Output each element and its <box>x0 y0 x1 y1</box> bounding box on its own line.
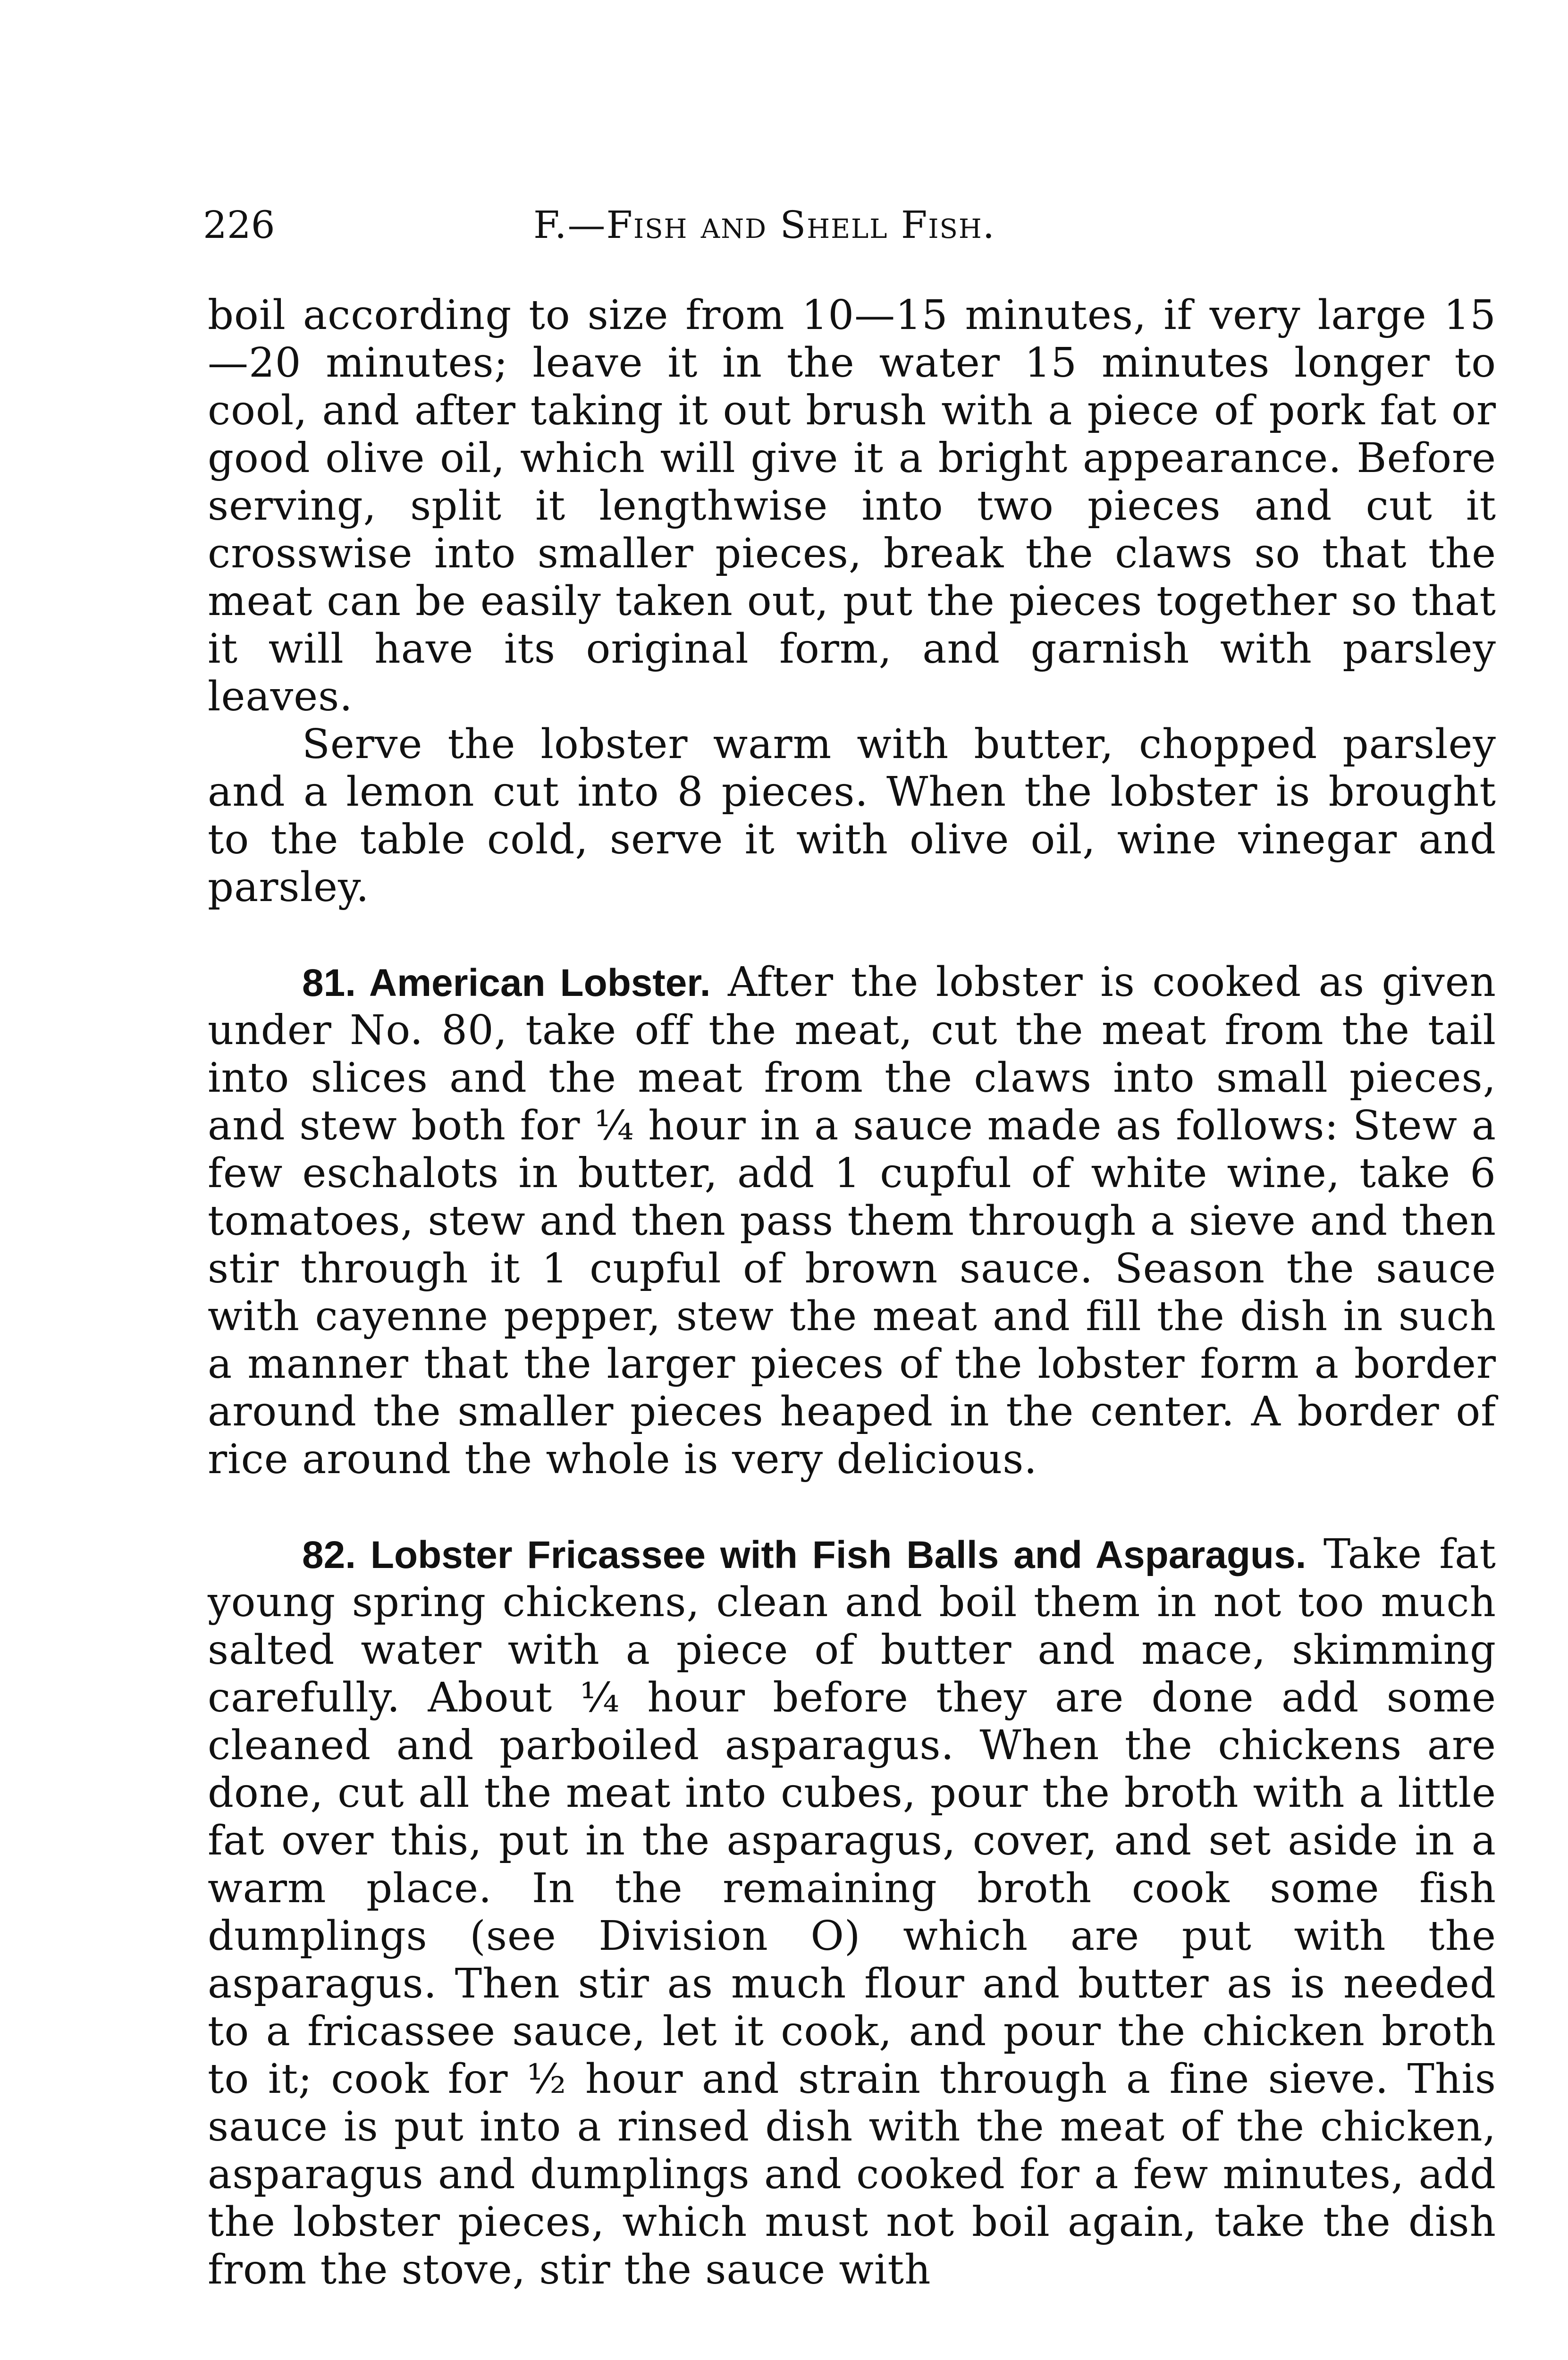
recipe-82-body: Take fat young spring chickens, clean and boil them in not too much salted water with a piece of butter and mace, skimming carefully. About ¼ hour before they are done add some cleaned and parboiled asparagus. When the chickens are done, cut all the meat into cubes, pour the broth with a little fat over this, put in the asparagus, cover, and set aside in a warm place. In the remaining broth cook some fish dumplings (see Division O) which are put with the asparagus. Then stir as much flour and butter as is needed to a fricassee sauce, let it cook, and pour the chicken broth to it; cook for ½ hour and strain through a fine sieve. This sauce is put into a rinsed dish with the meat of the chicken, asparagus and dumplings and cooked for a few minutes, add the lobster pieces, which must not boil again, take the dish from the stove, stir the sauce with <box>208 1531 1496 2293</box>
recipe-82 <box>208 1531 1496 2294</box>
recipe-82-title: 82. Lobster Fricassee with Fish Balls and Asparagus. <box>302 1534 1307 1576</box>
page-body <box>208 292 1496 2294</box>
page-header <box>203 203 1501 255</box>
recipe-81-title: 81. American Lobster. <box>302 961 711 1004</box>
running-title: F.—Fish and Shell Fish. <box>533 203 996 247</box>
page-number: 226 <box>203 203 275 247</box>
continuation-paragraph: boil according to size from 10—15 minutes, if very large 15—20 minutes; leave it in the water 15 minutes longer to cool, and after taking it out brush with a piece of pork fat or good olive oil, which will give it a bright appearance. Before serving, split it lengthwise into two pieces and cut it crosswise into smaller pieces, break the claws so that the meat can be easily taken out, put the pieces together so that it will have its original form, and garnish with parsley leaves. <box>208 292 1496 720</box>
serving-paragraph: Serve the lobster warm with butter, chopped parsley and a lemon cut into 8 pieces. When the lobster is brought to the table cold, serve it with olive oil, wine vinegar and parsley. <box>208 721 1496 911</box>
recipe-81-body: After the lobster is cooked as given under No. 80, take off the meat, cut the meat from the tail into slices and the meat from the claws into small pieces, and stew both for ¼ hour in a sauce made as follows: Stew a few eschalots in butter, add 1 cupful of white wine, take 6 tomatoes, stew and then pass them through a sieve and then stir through it 1 cupful of brown sauce. Season the sauce with cayenne pepper, stew the meat and fill the dish in such a manner that the larger pieces of the lobster form a border around the smaller pieces heaped in the center. A border of rice around the whole is very delicious. <box>208 959 1496 1483</box>
recipe-81 <box>208 959 1496 1483</box>
